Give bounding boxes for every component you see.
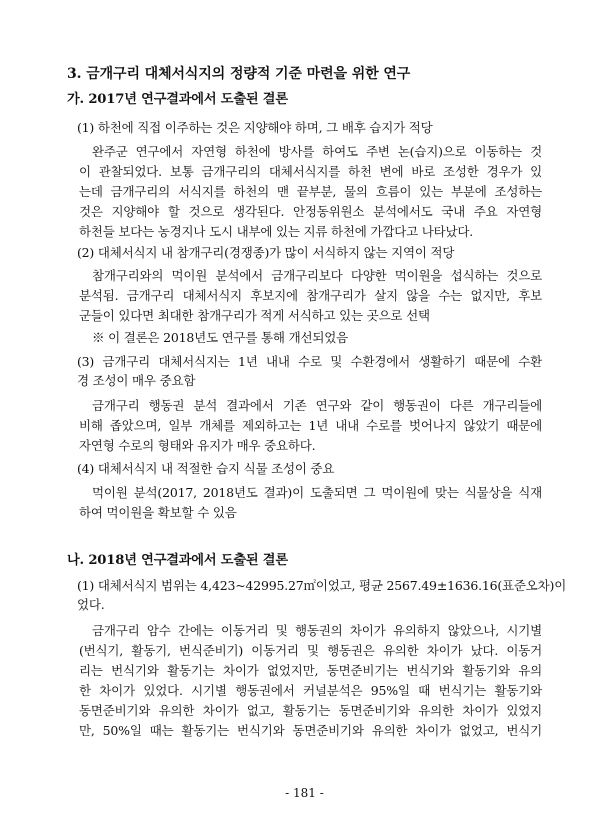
- item-heading: (3) 금개구리 대체서식지는 1년 내내 수로 및 수환경에서 생활하기 때문에 수환: [77, 354, 542, 369]
- body-line: 먹이원 분석(2017, 2018년도 결과)이 도출되면 그 먹이원에 맞는 식물상을 식재: [92, 485, 542, 500]
- body-line: 완주군 연구에서 자연형 하천에 방사를 하여도 주변 논(습지)으로 이동하는 것: [92, 144, 542, 159]
- body-line: 만, 50%일 때는 활동기는 번식기와 동면준비기와 유의한 차이가 없었고, 번식기: [79, 723, 542, 738]
- page-number: - 181 -: [285, 786, 324, 800]
- body-line: 하천들 보다는 농경지나 도시 내부에 있는 지류 하천에 가깝다고 나타났다.: [79, 224, 473, 239]
- body-line: 자연형 수로의 형태와 유지가 매우 중요하다.: [79, 438, 316, 453]
- body-line: 하여 먹이원을 확보할 수 있음: [79, 505, 237, 520]
- subsection-title-2018: 나. 2018년 연구결과에서 도출된 결론: [67, 553, 288, 568]
- item-heading: (1) 하천에 직접 이주하는 것은 지양해야 하며, 그 배후 습지가 적당: [77, 120, 433, 135]
- note-line: ※ 이 결론은 2018년도 연구를 통해 개선되었음: [92, 330, 348, 345]
- body-line: 동면준비기와 유의한 차이가 없고, 활동기는 동면준비기와 유의한 차이가 있었지: [79, 703, 542, 718]
- body-line: 리는 번식기와 활동기는 차이가 없었지만, 동면준비기는 번식기와 활동기와 유의: [79, 663, 542, 678]
- item-heading-cont: 경 조성이 매우 중요함: [77, 373, 196, 388]
- item-heading-cont: 었다.: [77, 597, 105, 612]
- item-heading: (4) 대체서식지 내 적절한 습지 식물 조성이 중요: [77, 461, 335, 476]
- body-line: 군들이 있다면 최대한 참개구리가 적게 서식하고 있는 곳으로 선택: [79, 308, 430, 323]
- body-line: 금개구리 행동권 분석 결과에서 기존 연구와 같이 행동권이 다른 개구리들에: [92, 398, 542, 413]
- body-line: 이 관찰되었다. 보통 금개구리의 대체서식지를 하천 변에 바로 조성한 경우가 있: [79, 164, 542, 179]
- item-heading: (2) 대체서식지 내 참개구리(경쟁종)가 많이 서식하지 않는 지역이 적당: [77, 245, 455, 260]
- section-title: 3. 금개구리 대체서식지의 정량적 기준 마련을 위한 연구: [67, 66, 411, 82]
- item-heading: (1) 대체서식지 범위는 4,423~42995.27㎡이었고, 평균 2567.49±1636.16(표준오차)이: [77, 578, 567, 593]
- body-line: 것은 지양해야 할 것으로 생각된다. 안정동위원소 분석에서도 국내 주요 자연형: [79, 204, 542, 219]
- body-line: 비해 좁았으며, 일부 개체를 제외하고는 1년 내내 수로를 벗어나지 않았기 때문에: [79, 418, 542, 433]
- body-line: 는데 금개구리의 서식지를 하천의 맨 끝부분, 물의 흐름이 있는 부분에 조성하는: [79, 184, 542, 199]
- body-line: (번식기, 활동기, 번식준비기) 이동거리 및 행동권은 유의한 차이가 났다. 이동거: [79, 643, 542, 658]
- subsection-title-2017: 가. 2017년 연구결과에서 도출된 결론: [67, 92, 288, 107]
- body-line: 분석됨. 금개구리 대체서식지 후보지에 참개구리가 살지 않을 수는 없지만, 후보: [79, 288, 542, 303]
- body-line: 참개구리와의 먹이원 분석에서 금개구리보다 다양한 먹이원을 섭식하는 것으로: [92, 268, 542, 283]
- body-line: 금개구리 암수 간에는 이동거리 및 행동권의 차이가 유의하지 않았으나, 시기별: [92, 623, 542, 638]
- body-line: 한 차이가 있었다. 시기별 행동권에서 커널분석은 95%일 때 번식기는 활동기와: [79, 683, 542, 698]
